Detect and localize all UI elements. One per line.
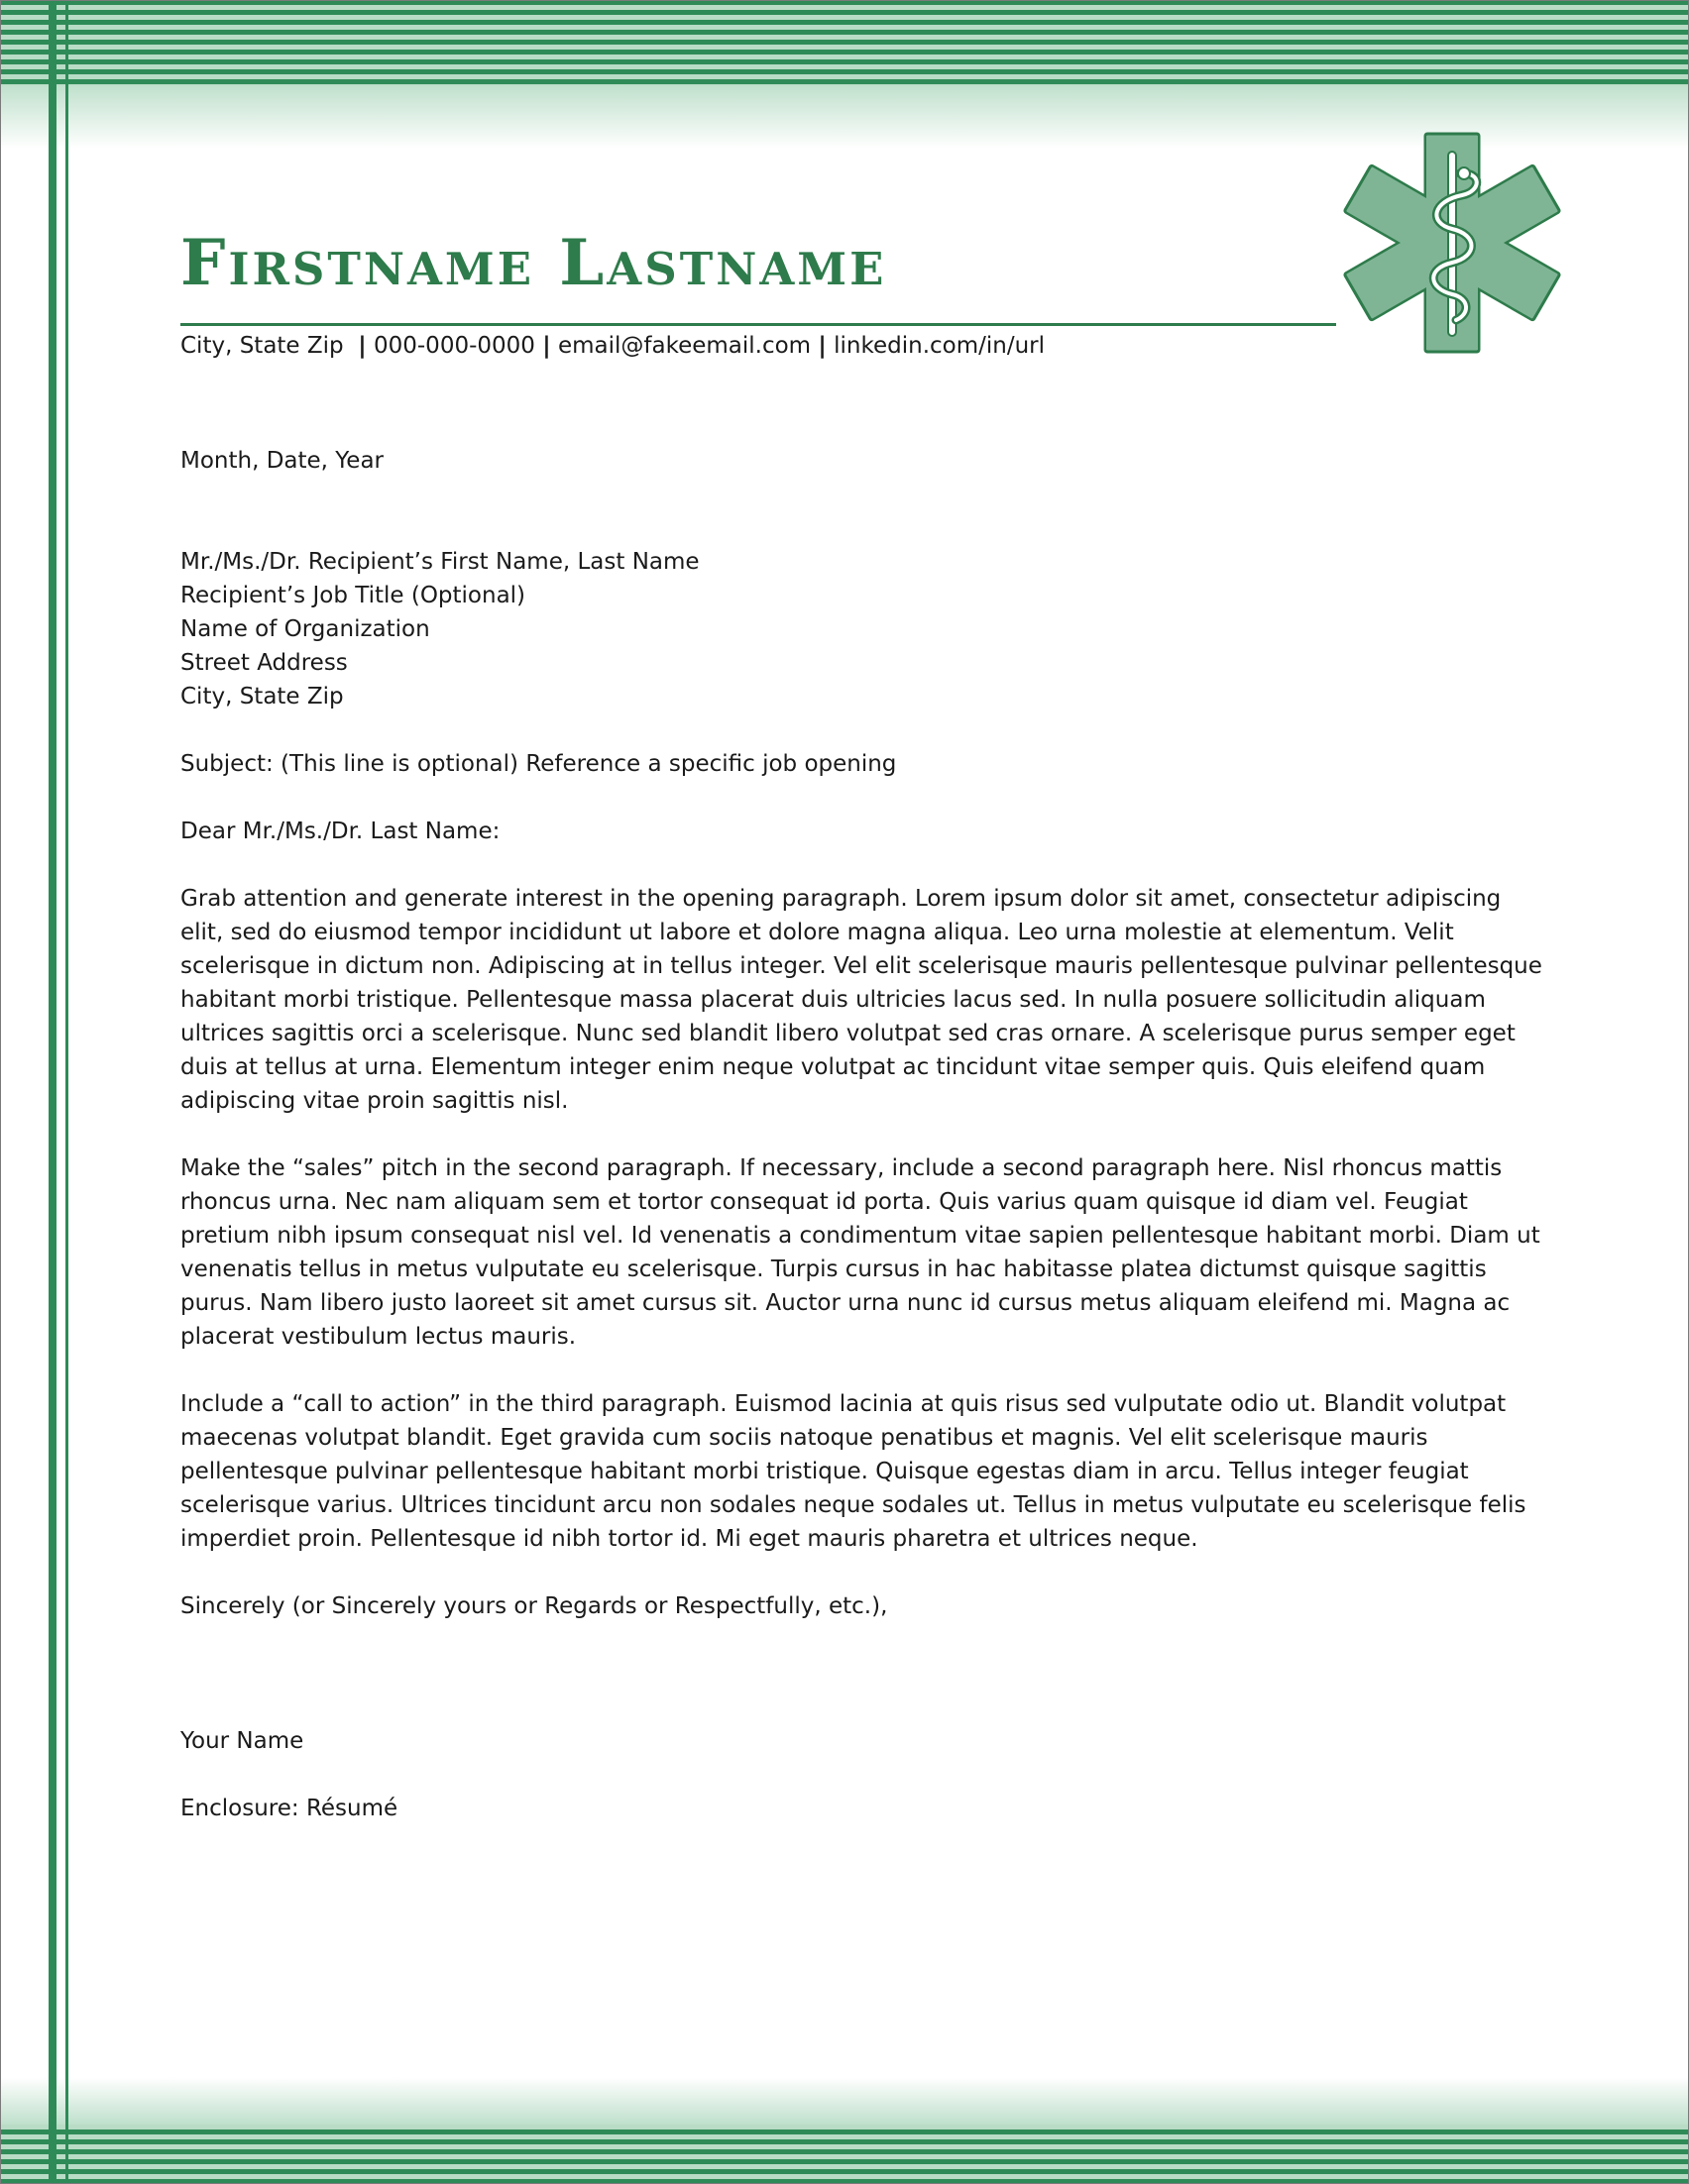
contact-separator: | — [818, 333, 827, 359]
recipient-line: Name of Organization — [180, 616, 430, 642]
letter-date: Month, Date, Year — [180, 448, 385, 474]
signature-name: Your Name — [180, 1728, 304, 1754]
star-of-life-icon — [1340, 131, 1564, 355]
contact-location: City, State Zip — [180, 333, 344, 359]
recipient-line: Recipient’s Job Title (Optional) — [180, 583, 526, 608]
paragraph-pitch: Make the “sales” pitch in the second paragraph. If necessary, include a second paragraph here. Nisl rhoncus mattis rhoncus urna. Nec nam aliquam sem et tortor consequat id porta. Quis varius quam quisque id diam vel. Feugiat pretium nibh ipsum consequat nisl vel. Id venenatis a condimentum vitae sapien pellentesque habitant morbi. Diam ut venenatis tellus in metus vulputate eu scelerisque. Turpis cursus in hac habitasse platea dictumst quisque sagittis purus. Nam libero justo laoreet sit amet cursus sit. Auctor urna nunc id cursus metus aliquam eleifend mi. Magna ac placerat vestibulum lectus mauris. — [180, 1155, 1540, 1350]
contact-separator: | — [542, 333, 551, 359]
sender-name: Firstname Lastname — [180, 226, 887, 300]
paragraph-opening: Grab attention and generate interest in the opening paragraph. Lorem ipsum dolor sit amet, consectetur adipiscing elit, sed do eiusmod tempor incididunt ut labore et dolore magna aliqua. Leo urna molestie at elementum. Velit scelerisque in dictum non. Adipiscing at in tellus integer. Vel elit scelerisque mauris pellentesque pulvinar pellentesque habitant morbi tristique. Pellentesque massa placerat duis ultricies lacus sed. In nulla posuere sollicitudin aliquam ultrices sagittis orci a scelerisque. Nunc sed blandit libero volutpat sed cras ornare. A scelerisque purus semper eget duis at tellus at urna. Elementum integer enim neque volutpat ac tincidunt vitae semper quis. Quis eleifend quam adipiscing vitae proin sagittis nisl. — [180, 886, 1542, 1114]
contact-linkedin: linkedin.com/in/url — [834, 333, 1046, 359]
recipient-line: Mr./Ms./Dr. Recipient’s First Name, Last Name — [180, 549, 700, 575]
header-divider — [180, 323, 1336, 326]
bottom-decorative-band — [0, 2077, 1689, 2184]
bottom-fade — [0, 2077, 1689, 2125]
recipient-line: City, State Zip — [180, 684, 344, 710]
closing: Sincerely (or Sincerely yours or Regards or Respectfully, etc.), — [180, 1593, 888, 1619]
left-rule-thin — [65, 0, 68, 2184]
contact-phone: 000-000-0000 — [373, 333, 535, 359]
top-stripes — [0, 0, 1689, 85]
paragraph-call-to-action: Include a “call to action” in the third paragraph. Euismod lacinia at quis risus sed vulputate odio ut. Blandit volutpat maecenas volutpat blandit. Eget gravida cum sociis natoque penatibus et magnis. Vel elit scelerisque mauris pellentesque pulvinar pellentesque habitant morbi tristique. Quisque egestas diam in arcu. Tellus integer feugiat scelerisque varius. Ultrices tincidunt arcu non sodales neque sodales ut. Tellus in metus vulputate eu scelerisque felis imperdiet proin. Pellentesque id nibh tortor id. Mi eget mauris pharetra et ultrices neque. — [180, 1391, 1526, 1552]
salutation: Dear Mr./Ms./Dr. Last Name: — [180, 819, 501, 844]
subject-line: Subject: (This line is optional) Reference a specific job opening — [180, 751, 897, 777]
contact-email: email@fakeemail.com — [557, 333, 812, 359]
recipient-line: Street Address — [180, 650, 348, 676]
bottom-stripes — [0, 2125, 1689, 2184]
recipient-address — [180, 545, 1548, 713]
top-decorative-band — [0, 0, 1689, 149]
contact-line — [180, 333, 1045, 359]
contact-separator: | — [358, 333, 367, 359]
left-rule-thick — [49, 0, 56, 2184]
enclosure: Enclosure: Résumé — [180, 1796, 398, 1821]
letter-body — [180, 444, 1548, 1825]
